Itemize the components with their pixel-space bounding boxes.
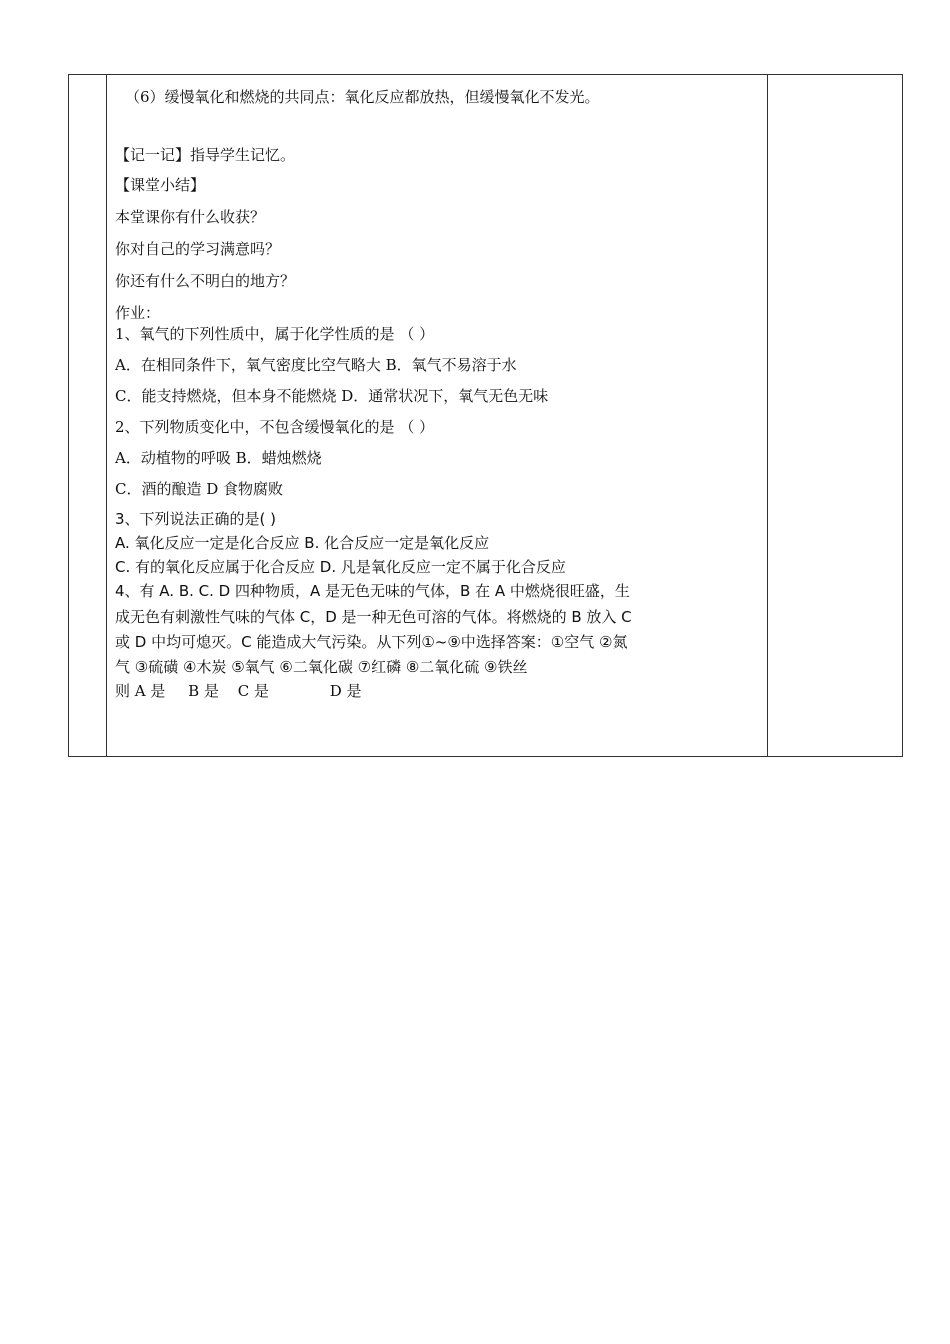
lesson-table [68, 74, 903, 757]
question-2-stem: 2、下列物质变化中，不包含缓慢氧化的是 （ ） [115, 418, 435, 436]
question-4-answer-line [115, 681, 362, 701]
table-content-column [107, 75, 767, 756]
question-2-options-ab: A．动植物的呼吸 B．蜡烛燃烧 [115, 449, 322, 467]
question-1-options-ab: A．在相同条件下，氧气密度比空气略大 B．氧气不易溶于水 [115, 356, 517, 374]
answer-a-label: 则 A 是 [115, 682, 166, 700]
remember-text: 【记一记】指导学生记忆。 [115, 146, 296, 164]
answer-c-label: C 是 [237, 682, 269, 700]
question-3-options-cd: C. 有的氧化反应属于化合反应 D. 凡是氧化反应一定不属于化合反应 [115, 558, 566, 576]
question-3-stem: 3、下列说法正确的是( ) [115, 510, 277, 528]
summary-question-3: 你还有什么不明白的地方？ [115, 272, 296, 290]
summary-question-2: 你对自己的学习满意吗？ [115, 240, 281, 258]
summary-heading: 【课堂小结】 [115, 176, 206, 194]
table-left-column [69, 75, 107, 756]
question-4-line-1: 4、有 A. B. C. D 四种物质，A 是无色无味的气体，B 在 A 中燃烧很旺盛，生 [115, 582, 630, 600]
question-3-options-ab: A. 氧化反应一定是化合反应 B. 化合反应一定是氧化反应 [115, 534, 490, 552]
answer-d-label: D 是 [329, 682, 362, 700]
question-1-options-cd: C．能支持燃烧，但本身不能燃烧 D．通常状况下，氧气无色无味 [115, 387, 549, 405]
question-4-line-2: 成无色有刺激性气味的气体 C，D 是一种无色可溶的气体。将燃烧的 B 放入 C [115, 608, 632, 626]
homework-label: 作业： [115, 304, 161, 322]
summary-question-1: 本堂课你有什么收获？ [115, 208, 266, 226]
question-4-line-3: 或 D 中均可熄灭。C 能造成大气污染。从下列①~⑨中选择答案：①空气 ②氮 [115, 633, 628, 651]
question-2-options-cd: C．酒的酿造 D 食物腐败 [115, 480, 284, 498]
point-6-text: （6）缓慢氧化和燃烧的共同点：氧化反应都放热，但缓慢氧化不发光。 [125, 88, 600, 106]
table-right-column [767, 75, 902, 756]
question-4-line-4: 气 ③硫磺 ④木炭 ⑤氧气 ⑥二氧化碳 ⑦红磷 ⑧二氧化硫 ⑨铁丝 [115, 658, 528, 676]
question-1-stem: 1、氧气的下列性质中，属于化学性质的是 （ ） [115, 325, 435, 343]
answer-b-label: B 是 [188, 682, 219, 700]
